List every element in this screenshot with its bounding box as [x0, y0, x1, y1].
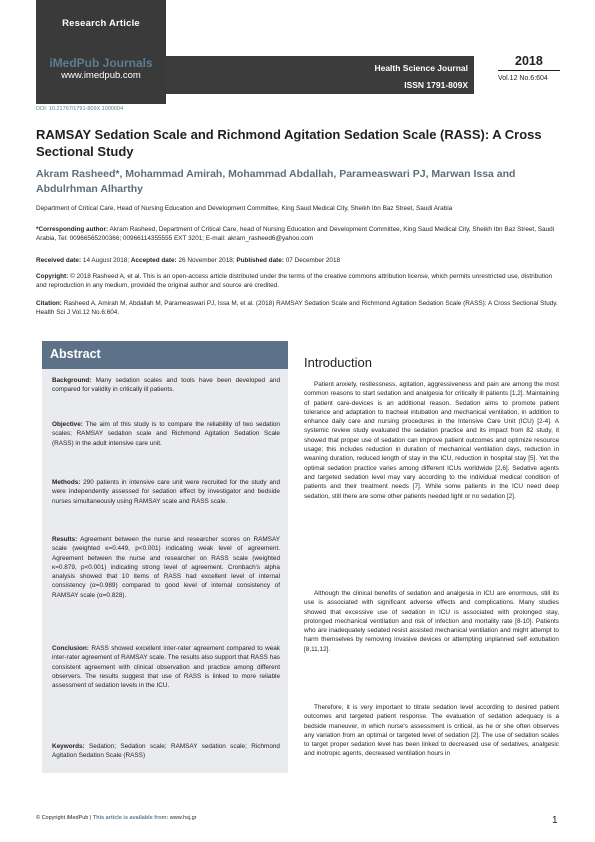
- intro-paragraph-1: Patient anxiety, restlessness, agitation, aggressiveness and pain are among the most common reasons to start sedation and analgesia for critically ill patients [1,2]. Maintaining of patient care-devices is an additional reason. Sedation aims to promote patient tolerance and adaptation to tracheal intubation and mechanical ventilation, in addition to enhance daily care and nursing procedures in the Intensive Care Unit (ICU) [2-4]. A systemic review study evaluated the sedation practice and its impact from 82 study, it showed that proper use of sedation can improve patient outcomes and optimize resource usage; this includes reduction in duration of mechanical ventilation days, reduction in weaning duration, reduced length of stay in the ICU, reduction in hospital stay [5]. Yet the optimal sedation practice varies among different ICUs worldwide [2,6]. Sedative agents and targeted sedation level may vary according to the individual medical condition of patients and their treatment needs [7]. While some patients in the ICU need deep sedation, still there are some other patients needed light or no sedation [2].: [304, 381, 559, 500]
- published-label: Published date:: [236, 257, 284, 264]
- affiliation: Department of Critical Care, Head of Nursing Education and Development Committee, King Saud Medical City, Sheikh Ibn Baz Street, Saudi Arabia: [36, 205, 453, 212]
- results-text: Agreement between the nurse and researcher scores on RAMSAY scale (weighted κ=0.449, p<0.001) indicating weak level of agreement. Agreement between the nurse and researcher on RASS scale (weighted κ=0.879, p<0.001) indicating strong level of agreement. Cronbach's alpha analysis showed that 10 items of RASS had excellent level of internal consistency (α=0.989) compared to good level of internal consistency of RAMSAY scale (α=0.828).: [52, 536, 280, 599]
- copyright-notice: [36, 272, 560, 291]
- received-label: Received date:: [36, 257, 82, 264]
- journal-banner: [166, 56, 474, 94]
- methods-text: 290 patients in intensive care unit were recruited for the study and were independently assessed for sedation effect by investigator and bedside nurses simultaneously using RAMSAY scale and RASS scale.: [52, 479, 280, 505]
- journal-name: Health Science Journal: [374, 63, 468, 73]
- conclusion-text: RASS showed excellent inter-rater agreement compared to weak inter-rater agreement of RAMSAY scale. The results also support that RASS has consistent agreement with clinical observation and practice among different observers. The results suggest that use of RASS is linked to more reliable assessment of sedation levels in the ICU.: [52, 645, 280, 690]
- abstract-heading: Abstract: [50, 347, 101, 361]
- copyright-text: © 2018 Rasheed A, et al. This is an open-access article distributed under the terms of the creative commons attribution license, which permits unrestricted use, distribution and reproduction in any medium, provided the original author and source are credited.: [36, 273, 553, 290]
- objective-text: The aim of this study is to compare the reliability of two sedation scales; RAMSAY sedation scale and Richmond Agitation Sedation Scale (RASS) in the adult intensive care unit.: [52, 421, 280, 447]
- accepted-label: Accepted date:: [130, 257, 177, 264]
- methods-label: Methods:: [52, 479, 81, 486]
- header-divider: [498, 70, 560, 71]
- doi-link[interactable]: DOI: 10.21767/1791-809X.1000604: [36, 106, 124, 112]
- publisher-url[interactable]: www.imedpub.com: [61, 70, 141, 81]
- citation-label: Citation:: [36, 300, 62, 307]
- abstract-methods: [52, 478, 280, 506]
- abstract-header: [42, 341, 288, 369]
- footer-copyright: © Copyright iMedPub |: [36, 815, 93, 821]
- published-date: 07 December 2018: [283, 257, 341, 264]
- footer-available: This article is available from:: [92, 815, 170, 821]
- abstract-keywords: [52, 742, 280, 761]
- publisher-name: iMedPub Journals: [49, 56, 153, 70]
- copyright-label: Copyright:: [36, 273, 69, 280]
- citation-text: Rasheed A, Amirah M, Abdallah M, Parameaswari PJ, Issa M, et al. (2018) RAMSAY Sedation Scale and Richmond Agitation Sedation Scale (RASS): A Cross Sectional Study. Health Sci J Vol.12 No.6:604.: [36, 300, 558, 317]
- keywords-label: Keywords:: [52, 743, 85, 750]
- article-title: RAMSAY Sedation Scale and Richmond Agitation Sedation Scale (RASS): A Cross Sectional Study: [36, 127, 542, 159]
- header-brand-block: [36, 0, 166, 104]
- abstract-objective: [52, 420, 280, 448]
- page-number: 1: [552, 815, 558, 826]
- footer-url[interactable]: www.hsj.gr: [169, 815, 197, 821]
- article-dates: [36, 256, 560, 265]
- results-label: Results:: [52, 536, 78, 543]
- corresponding-label: *Corresponding author:: [36, 226, 109, 233]
- corresponding-text: Akram Rasheed, Department of Critical Care, head of Nursing Education and Development Committee, King Saud Medical City, Sheikh Ibn Baz Street, Saudi Arabia, Tel: 00966565200366; 00966114355555 EXT 3201; E-mail: akram_rasheed6@yahoo.com: [36, 226, 555, 243]
- publication-year: 2018: [515, 54, 543, 68]
- abstract-results: [52, 535, 280, 600]
- corresponding-author: [36, 225, 560, 244]
- introduction-heading: Introduction: [304, 355, 372, 370]
- intro-paragraph-3: Therefore, it is very important to titrate sedation level according to desired patient outcomes and targeted patient response. The evaluation of sedation adequacy is a bedside maneuver, in which nurse's assessment is critical, as he or she often observes any variation from an optimal or targeted level of sedation [2]. The use of sedation scales to target proper sedation level has been linked to decreased use of sedatives, analgesic and inotropic agents, decreased ventilation hours in: [304, 704, 559, 758]
- author-list: Akram Rasheed*, Mohammad Amirah, Mohammad Abdallah, Parameaswari PJ, Marwan Issa and Abdulrhman Alharthy: [36, 168, 516, 195]
- keywords-text: Sedation; Sedation scale; RAMSAY sedation scale; Richmond Agitation Sedation Scale (RASS): [52, 743, 280, 760]
- abstract-background: [52, 376, 280, 395]
- volume-issue: Vol.12 No.6:604: [498, 75, 548, 82]
- abstract-box: [42, 341, 288, 773]
- conclusion-label: Conclusion:: [52, 645, 89, 652]
- citation: [36, 299, 560, 318]
- journal-issn: ISSN 1791-809X: [404, 80, 468, 90]
- received-date: 14 August 2018;: [81, 257, 131, 264]
- objective-label: Objective:: [52, 421, 83, 428]
- abstract-conclusion: [52, 644, 280, 690]
- intro-paragraph-2: Although the clinical benefits of sedation and analgesia in ICU are enormous, still its use is associated with significant adverse effects and complications. Many studies showed that excessive use of sedation in ICU is associated with prolonged stay, prolonged mechanical ventilation and risk of infection and mortality rate [8-10]. Patients who are inadequately sedated resist assisted mechanical ventilation and might attempt to harm themselves by removing invasive devices or attempting unplanned self extubation [8,11,12].: [304, 590, 559, 653]
- page-footer: [36, 815, 196, 821]
- accepted-date: 26 November 2018;: [176, 257, 237, 264]
- article-type: Research Article: [62, 18, 140, 29]
- background-label: Background:: [52, 377, 92, 384]
- background-text: Many sedation scales and tools have been developed and compared for validity in critically ill patients.: [52, 377, 280, 394]
